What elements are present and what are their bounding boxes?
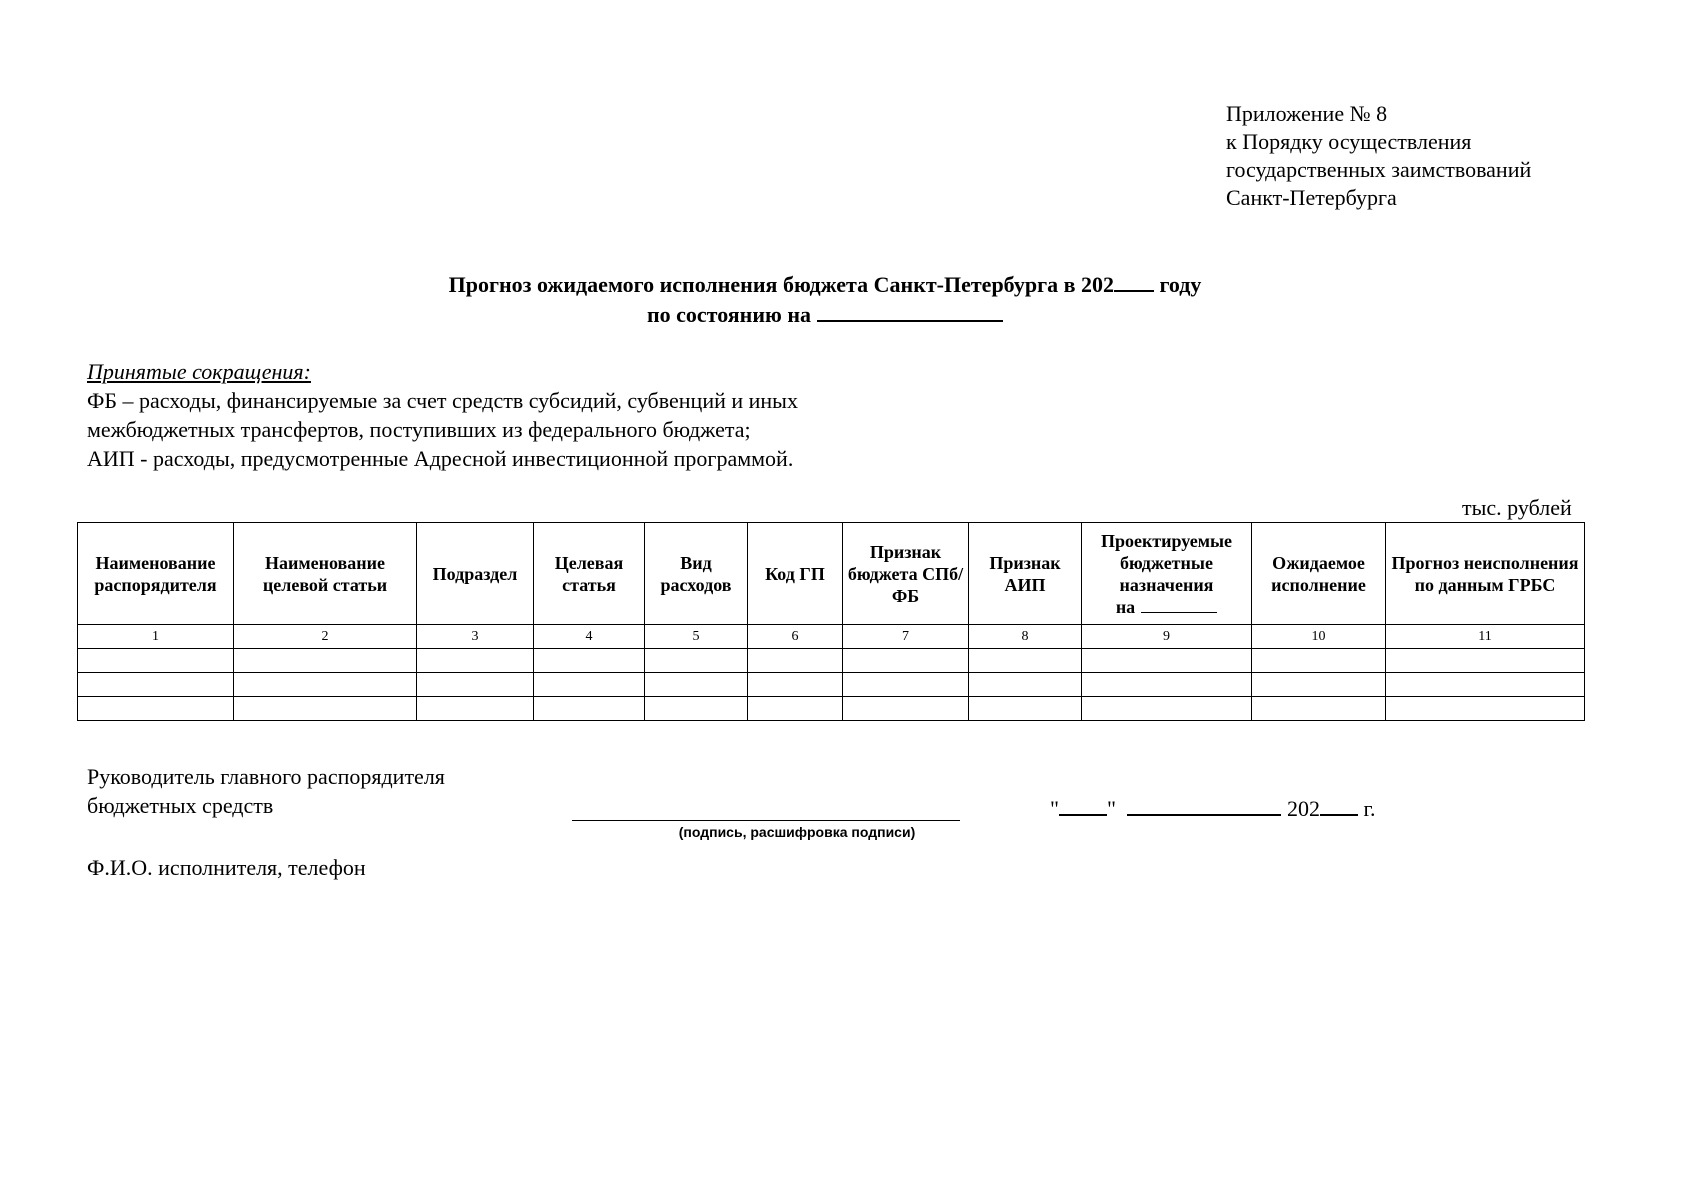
- title-line-2: [0, 300, 1650, 330]
- column-number: 1: [78, 625, 234, 649]
- table-row: [78, 697, 1585, 721]
- header-projected-allocations-label: Проектируемые бюджетные назначения: [1100, 530, 1233, 595]
- forecast-table: [77, 522, 1585, 721]
- signer-block: [87, 762, 445, 820]
- column-number: 9: [1082, 625, 1252, 649]
- table-cell[interactable]: [534, 697, 645, 721]
- date-quote-close: ": [1106, 796, 1116, 821]
- table-cell[interactable]: [969, 673, 1082, 697]
- signature-caption: (подпись, расшифровка подписи): [678, 824, 916, 840]
- appendix-block: [1226, 100, 1531, 212]
- table-cell[interactable]: [1252, 697, 1386, 721]
- table-cell[interactable]: [843, 673, 969, 697]
- table-cell[interactable]: [417, 673, 534, 697]
- header-subsection: Подраздел: [417, 523, 534, 625]
- table-cell[interactable]: [969, 649, 1082, 673]
- table-cell[interactable]: [534, 673, 645, 697]
- abbreviation-fb-line-2: межбюджетных трансфертов, поступивших из федерального бюджета;: [87, 417, 751, 442]
- column-number: 7: [843, 625, 969, 649]
- table-cell[interactable]: [234, 673, 417, 697]
- table-cell[interactable]: [234, 649, 417, 673]
- table-cell[interactable]: [1252, 673, 1386, 697]
- table-cell[interactable]: [843, 697, 969, 721]
- table-header-row: [78, 523, 1585, 625]
- header-na-blank: [1141, 598, 1217, 613]
- title-prefix: Прогноз ожидаемого исполнения бюджета Санкт-Петербурга в 202: [448, 272, 1114, 297]
- table-cell[interactable]: [969, 697, 1082, 721]
- year-blank: [1114, 272, 1154, 292]
- executor-label: Ф.И.О. исполнителя, телефон: [87, 855, 366, 880]
- appendix-line-3: государственных заимствований: [1226, 157, 1532, 182]
- header-non-execution-forecast: Прогноз неисполнения по данным ГРБС: [1386, 523, 1585, 625]
- table-cell[interactable]: [417, 649, 534, 673]
- header-distributor: Наименование распорядителя: [78, 523, 234, 625]
- table-cell[interactable]: [843, 649, 969, 673]
- title-line-1: [0, 270, 1650, 300]
- column-number: 2: [234, 625, 417, 649]
- table-cell[interactable]: [748, 649, 843, 673]
- abbreviations-block: [87, 357, 798, 473]
- table-cell[interactable]: [1386, 673, 1585, 697]
- title-suffix: году: [1153, 272, 1202, 297]
- as-of-label: по состоянию на: [646, 302, 812, 327]
- table-cell[interactable]: [1082, 649, 1252, 673]
- table-cell[interactable]: [1386, 697, 1585, 721]
- appendix-line-1: Приложение № 8: [1226, 101, 1388, 126]
- date-quote-open: ": [1050, 796, 1059, 821]
- table-cell[interactable]: [1386, 649, 1585, 673]
- header-projected-allocations-date: [1082, 596, 1251, 618]
- abbreviations-heading: Принятые сокращения:: [87, 359, 311, 384]
- column-number: 8: [969, 625, 1082, 649]
- table-cell[interactable]: [748, 697, 843, 721]
- header-target-item-name: Наименование целевой статьи: [234, 523, 417, 625]
- header-target-item: Целевая статья: [534, 523, 645, 625]
- column-number: 4: [534, 625, 645, 649]
- header-projected-allocations: [1082, 523, 1252, 625]
- header-expected-execution: Ожидаемое исполнение: [1252, 523, 1386, 625]
- table-row: [78, 673, 1585, 697]
- header-na-label: на: [1115, 596, 1136, 617]
- header-budget-sign: Признак бюджета СПб/ФБ: [843, 523, 969, 625]
- signer-role-line-2: бюджетных средств: [87, 793, 274, 818]
- table-cell[interactable]: [234, 697, 417, 721]
- units-label: тыс. рублей: [1462, 495, 1572, 520]
- table-cell[interactable]: [78, 673, 234, 697]
- table-cell[interactable]: [645, 673, 748, 697]
- table-cell[interactable]: [1252, 649, 1386, 673]
- header-expense-type: Вид расходов: [645, 523, 748, 625]
- signer-role-line-1: Руководитель главного распорядителя: [87, 764, 445, 789]
- column-number-row: [78, 625, 1585, 649]
- column-number: 10: [1252, 625, 1386, 649]
- appendix-line-2: к Порядку осуществления: [1226, 129, 1472, 154]
- signature-line[interactable]: [572, 820, 960, 821]
- column-number: 3: [417, 625, 534, 649]
- table-cell[interactable]: [78, 649, 234, 673]
- appendix-line-4: Санкт-Петербурга: [1226, 185, 1397, 210]
- header-aip-sign: Признак АИП: [969, 523, 1082, 625]
- table-cell[interactable]: [1082, 697, 1252, 721]
- table-row: [78, 649, 1585, 673]
- table-cell[interactable]: [534, 649, 645, 673]
- column-number: 6: [748, 625, 843, 649]
- date-year: 202: [1286, 796, 1320, 821]
- column-number: 5: [645, 625, 748, 649]
- table-cell[interactable]: [645, 649, 748, 673]
- as-of-blank: [817, 302, 1003, 322]
- table-cell[interactable]: [748, 673, 843, 697]
- table-cell[interactable]: [645, 697, 748, 721]
- column-number: 11: [1386, 625, 1585, 649]
- table-cell[interactable]: [417, 697, 534, 721]
- table-cell[interactable]: [78, 697, 234, 721]
- header-gp-code: Код ГП: [748, 523, 843, 625]
- date-suffix: г.: [1357, 796, 1376, 821]
- abbreviation-fb-line-1: ФБ – расходы, финансируемые за счет средств субсидий, субвенций и иных: [87, 388, 798, 413]
- date-field: [1050, 796, 1376, 822]
- document-title: [0, 270, 1650, 330]
- abbreviation-aip: АИП - расходы, предусмотренные Адресной инвестиционной программой.: [87, 446, 794, 471]
- table-cell[interactable]: [1082, 673, 1252, 697]
- day-blank[interactable]: [1059, 796, 1107, 816]
- month-blank[interactable]: [1127, 796, 1281, 816]
- year-digit-blank[interactable]: [1320, 796, 1358, 816]
